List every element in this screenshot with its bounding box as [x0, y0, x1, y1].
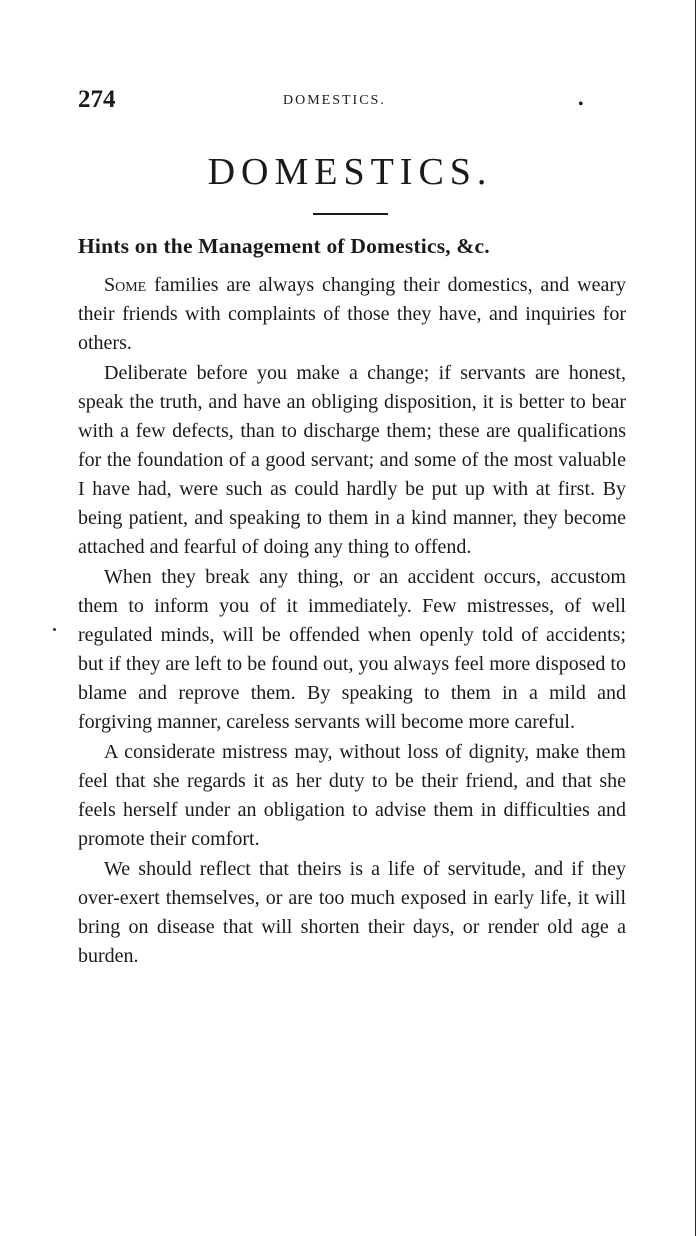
paragraph-1	[78, 271, 626, 358]
page-number: 274	[78, 86, 116, 113]
paragraph-1-text: families are always changing their domestics, and weary their friends with complaints of those they have, and inquiries for others.	[78, 274, 626, 354]
chapter-title: DOMESTICS.	[207, 151, 493, 193]
paragraph-4: A considerate mistress may, without loss of dignity, make them feel that she regards it as her duty to be their friend, and that she feels herself under an obligation to advise them in difficulties and promote their comfort.	[78, 741, 626, 850]
stray-mark: •	[578, 96, 584, 113]
paragraph-2: Deliberate before you make a change; if servants are honest, speak the truth, and have an obliging disposition, it is better to bear with a few defects, than to discharge them; these are qualifications for the foundation of a good servant; and some of the most valuable I have had, were such as could hardly be put up with at first. By being patient, and speaking to them in a kind manner, they become attached and fearful of doing any thing to offend.	[78, 362, 626, 558]
section-heading: Hints on the Management of Domestics, &c.	[78, 234, 490, 258]
running-head: DOMESTICS.	[283, 93, 386, 108]
margin-dot	[53, 628, 56, 631]
lead-word: Some	[104, 274, 147, 296]
page-header	[78, 86, 638, 120]
paragraph-3: When they break any thing, or an accident occurs, accustom them to inform you of it immediately. Few mistresses, of well regulated minds, will be offended when openly told of accidents; but if they are left to be found out, you always feel more disposed to blame and reprove them. By speaking to them in a mild and forgiving manner, careless servants will become more careful.	[78, 566, 626, 733]
body-text	[78, 271, 626, 972]
title-rule	[313, 213, 388, 215]
paragraph-5: We should reflect that theirs is a life of servitude, and if they over-exert themselves, or are too much exposed in early life, it will bring on disease that will shorten their days, or render old age a burden.	[78, 858, 626, 967]
